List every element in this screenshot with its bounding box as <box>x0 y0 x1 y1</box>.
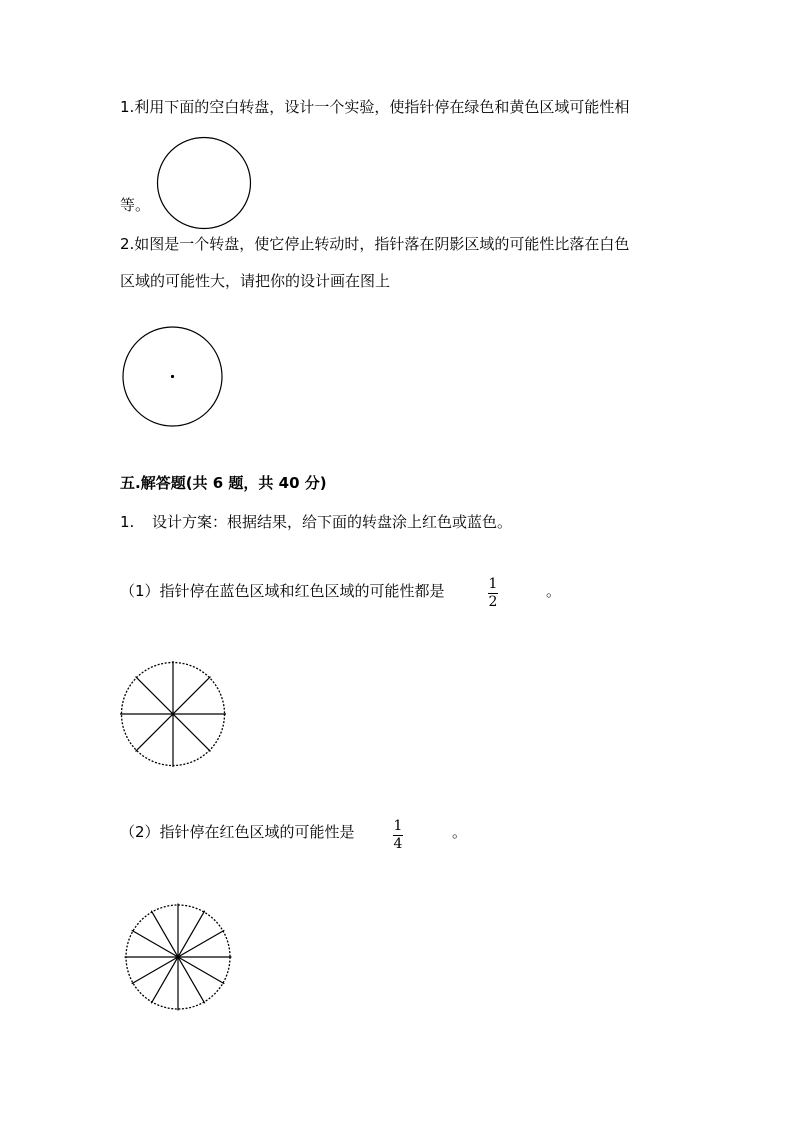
question-1-text-line1: 1.利用下面的空白转盘，设计一个实验，使指针停在绿色和黄色区域可能性相 <box>120 98 630 116</box>
part-2-denominator: 4 <box>393 836 403 852</box>
section-5-question-1-text: 设计方案：根据结果，给下面的转盘涂上红色或蓝色。 <box>152 513 513 531</box>
part-2-end-mark: 。 <box>452 823 468 841</box>
section-5-heading: 五.解答题(共 6 题，共 40 分) <box>120 474 327 492</box>
part-1-denominator: 2 <box>488 594 498 610</box>
part-1-end-mark: 。 <box>546 582 562 600</box>
part-1-fraction <box>488 577 498 610</box>
center-dot <box>171 375 174 378</box>
question-2-text-line1: 2.如图是一个转盘，使它停止转动时，指针落在阴影区域的可能性比落在白色 <box>120 235 630 253</box>
part-2-fraction <box>393 819 403 852</box>
spinner-8-sectors <box>119 659 227 769</box>
part-1-label: （1）指针停在蓝色区域和红色区域的可能性都是 <box>120 582 445 600</box>
part-1-numerator: 1 <box>488 576 498 592</box>
part-2-numerator: 1 <box>393 818 403 834</box>
section-5-question-1-number: 1. <box>120 513 135 531</box>
spinner-12-sectors <box>122 902 234 1012</box>
spinner-with-center-dot <box>122 326 224 428</box>
blank-spinner-circle <box>157 137 253 231</box>
question-1-text-line2: 等。 <box>120 196 151 214</box>
part-2-label: （2）指针停在红色区域的可能性是 <box>120 823 355 841</box>
question-2-text-line2: 区域的可能性大，请把你的设计画在图上 <box>120 272 391 290</box>
